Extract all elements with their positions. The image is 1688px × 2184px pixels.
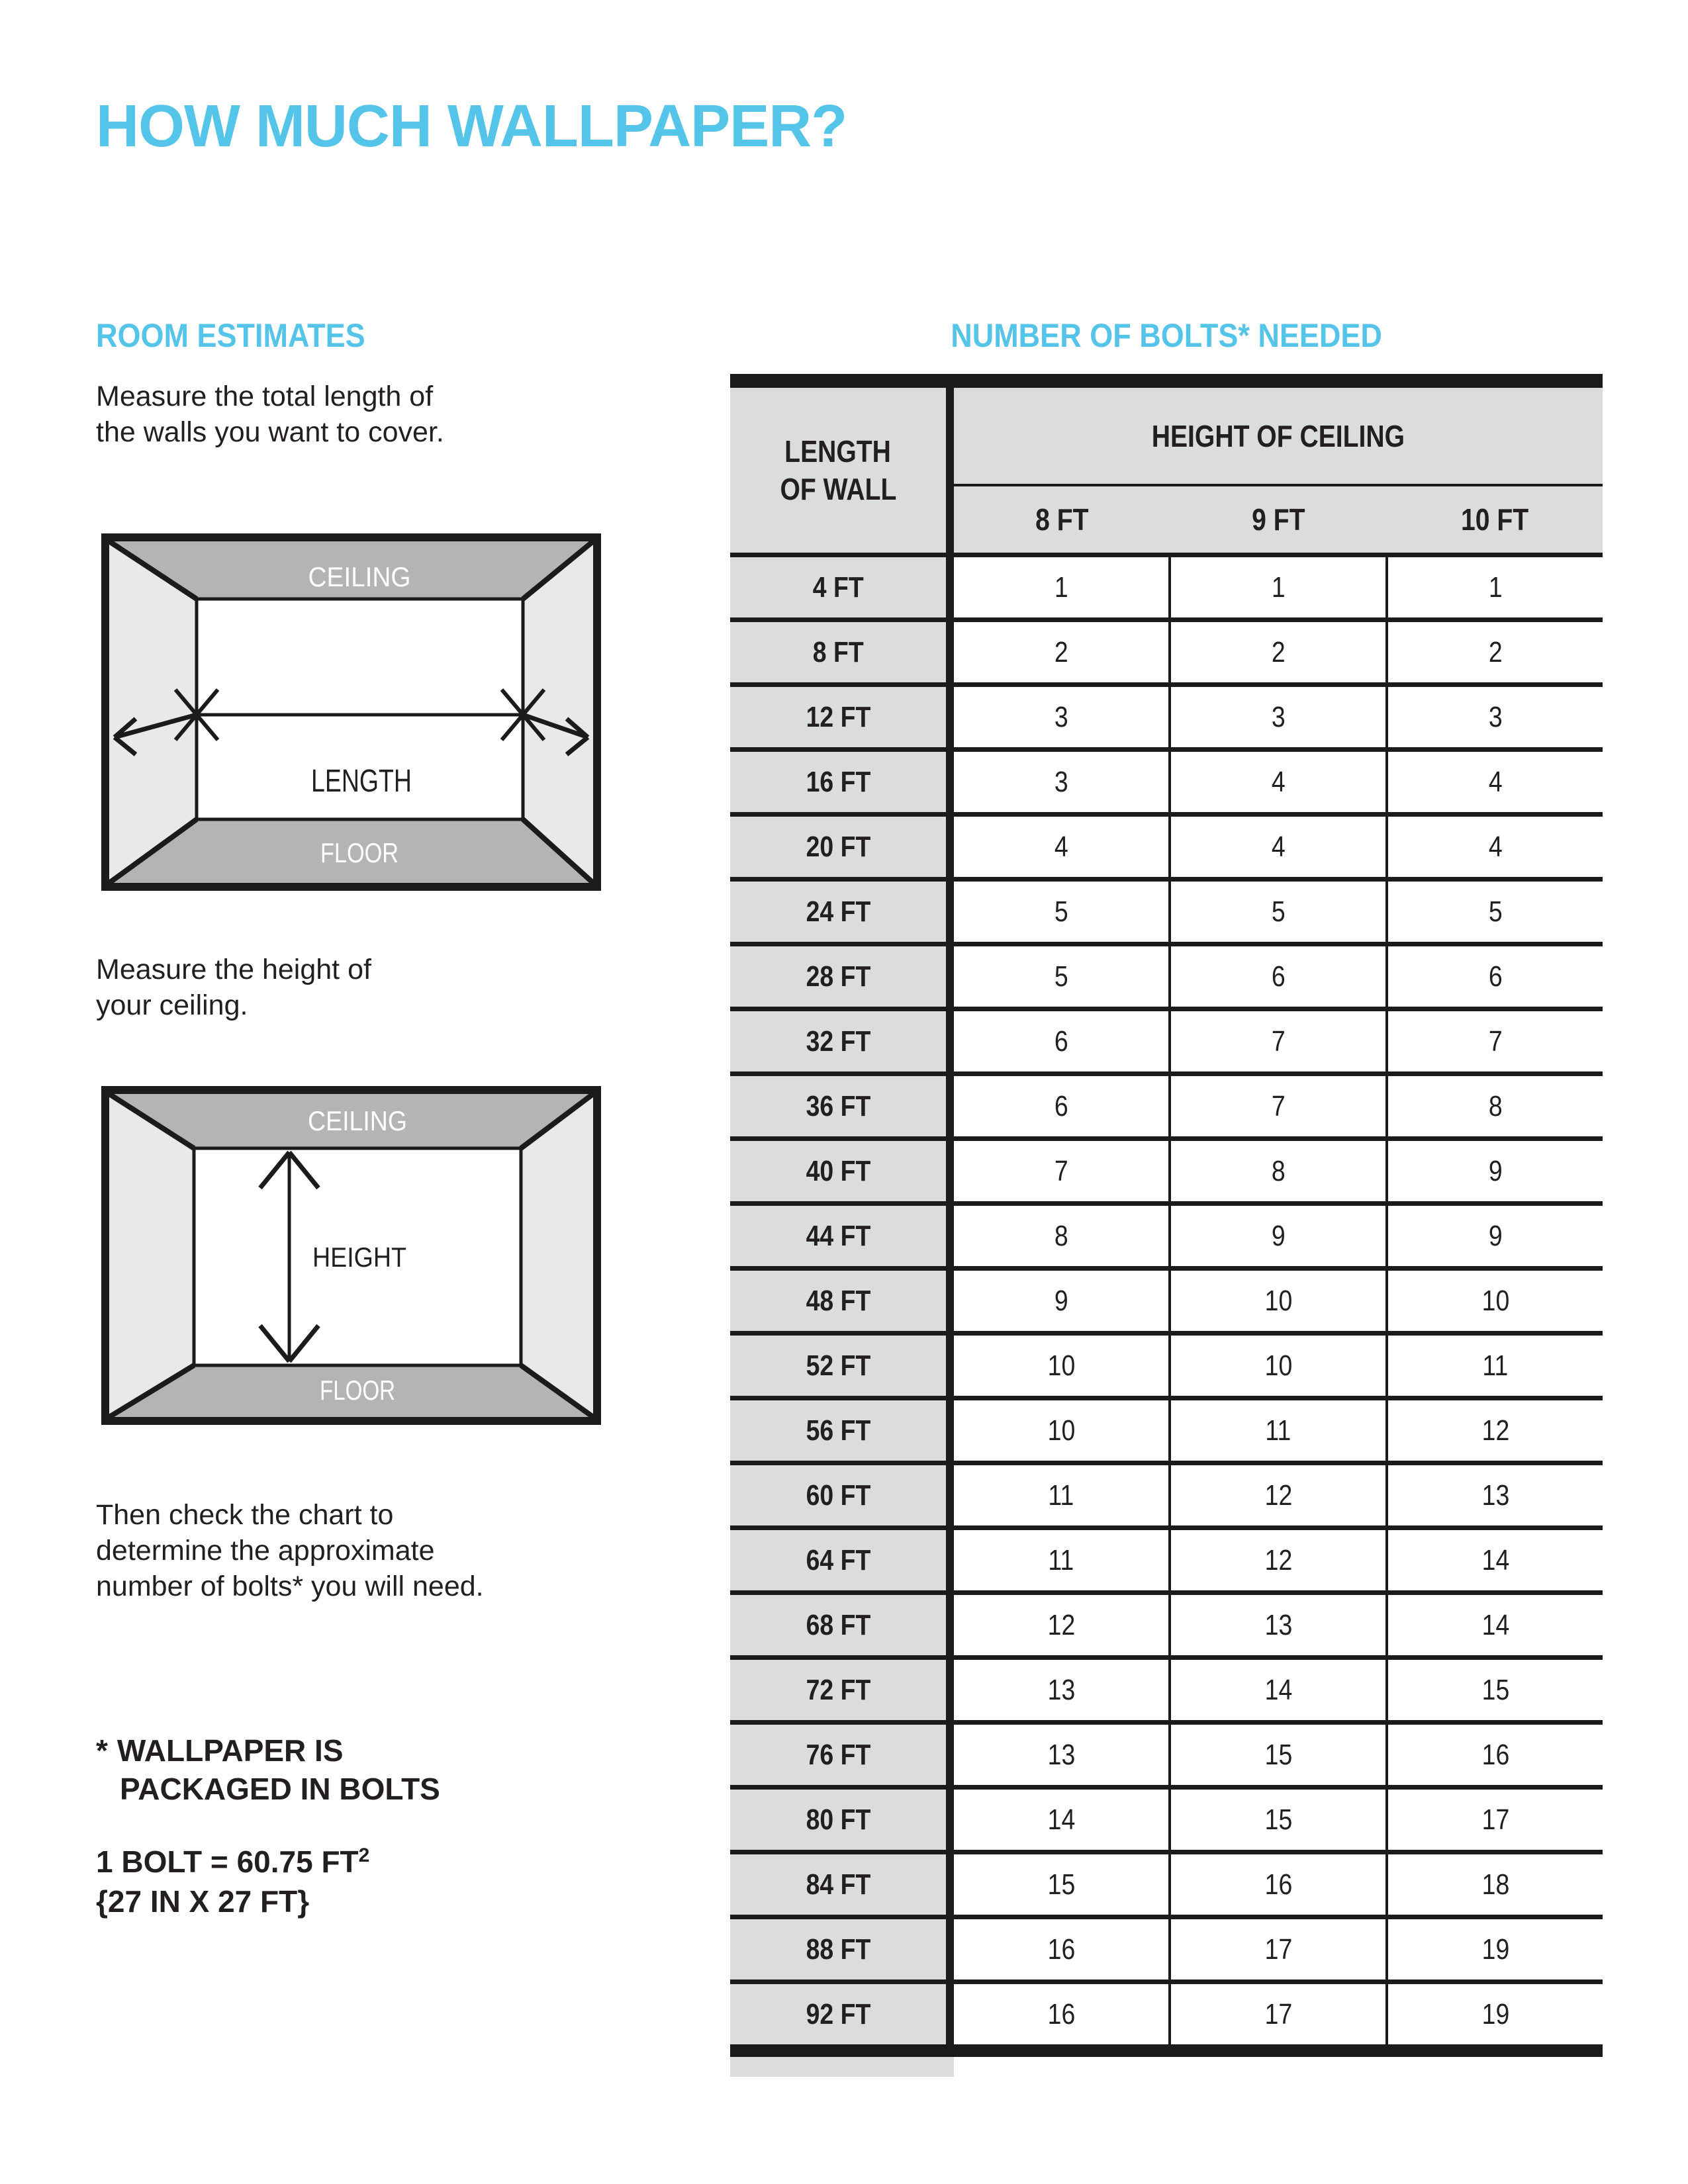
bolt-count-cell: 18 xyxy=(1385,1854,1603,1915)
length-label: LENGTH xyxy=(311,764,412,799)
table-header xyxy=(730,388,1603,553)
bolt-count-cell: 10 xyxy=(1047,1349,1075,1382)
row-length-cell: 20 FT xyxy=(730,817,946,877)
bolt-count-cell: 19 xyxy=(1385,1984,1603,2044)
floor-label: FLOOR xyxy=(320,1375,395,1406)
table-row xyxy=(730,747,1603,812)
step3-line3: number of bolts* you will need. xyxy=(96,1570,484,1602)
bolt-count-cell: 14 xyxy=(1385,1530,1603,1590)
table-row xyxy=(730,1266,1603,1331)
bolt-count-cell: 4 xyxy=(1168,752,1385,812)
column-divider xyxy=(946,1725,954,1785)
row-length-cell: 4 FT xyxy=(730,557,946,617)
bolt-count-cell: 6 xyxy=(1054,1024,1068,1058)
bolt-count-cell: 5 xyxy=(1385,882,1603,942)
bolt-dimensions-line: {27 IN X 27 FT} xyxy=(96,1884,310,1919)
bolt-count-cell: 2 xyxy=(1168,622,1385,682)
bolt-count-cell: 5 xyxy=(1054,895,1068,928)
step1-line2: the walls you want to cover. xyxy=(96,416,444,448)
row-length-cell: 88 FT xyxy=(730,1919,946,1979)
room-estimates-heading xyxy=(96,316,395,355)
row-length-cell: 84 FT xyxy=(730,1854,946,1915)
bolt-count-cell: 10 xyxy=(1168,1271,1385,1331)
bolt-count-cell: 9 xyxy=(1168,1206,1385,1266)
bolts-needed-heading-text: NUMBER OF BOLTS* NEEDED xyxy=(951,317,1382,354)
table-row xyxy=(730,877,1603,942)
bolt-count-cell: 1 xyxy=(1168,557,1385,617)
height-of-ceiling-text: HEIGHT OF CEILING xyxy=(1151,418,1405,453)
bolt-count-cell: 16 xyxy=(1047,1933,1075,1966)
bolt-count-cell: 17 xyxy=(1168,1919,1385,1979)
table-row xyxy=(730,1915,1603,1979)
bolt-count-cell: 7 xyxy=(1168,1011,1385,1071)
length-of-wall-header xyxy=(730,388,946,553)
column-divider xyxy=(946,882,954,942)
column-divider xyxy=(946,1206,954,1266)
table-top-bar xyxy=(730,374,1603,388)
row-length-cell: 64 FT xyxy=(730,1530,946,1590)
room-length-diagram xyxy=(101,533,601,891)
row-length-cell: 16 FT xyxy=(730,752,946,812)
bolt-count-cell: 7 xyxy=(1385,1011,1603,1071)
column-divider xyxy=(946,1076,954,1136)
bolt-count-cell: 11 xyxy=(1048,1479,1074,1512)
bolt-count-cell: 9 xyxy=(1385,1206,1603,1266)
bolt-count-cell: 11 xyxy=(1385,1336,1603,1396)
row-length-cell: 56 FT xyxy=(730,1400,946,1461)
wallpaper-bolts-footnote xyxy=(96,1731,440,1808)
bolt-count-cell: 3 xyxy=(1054,765,1068,798)
col-header-8ft: 8 FT xyxy=(1035,502,1089,537)
bolt-count-cell: 16 xyxy=(1047,1997,1075,2030)
row-length-cell: 76 FT xyxy=(730,1725,946,1785)
bolt-count-cell: 6 xyxy=(1054,1089,1068,1122)
bolt-count-cell: 14 xyxy=(1047,1803,1075,1836)
bolt-count-cell: 4 xyxy=(1168,817,1385,877)
bolt-count-cell: 5 xyxy=(1168,882,1385,942)
bolt-count-cell: 4 xyxy=(1054,830,1068,863)
row-length-cell: 52 FT xyxy=(730,1336,946,1396)
column-divider xyxy=(946,1011,954,1071)
table-row xyxy=(730,1201,1603,1266)
bolt-count-cell: 3 xyxy=(1385,687,1603,747)
room-estimates-heading-text: ROOM ESTIMATES xyxy=(96,317,365,354)
bolt-count-cell: 9 xyxy=(1054,1284,1068,1317)
length-of-wall-line1: LENGTH xyxy=(784,433,892,469)
column-divider xyxy=(946,1336,954,1396)
bolt-count-cell: 13 xyxy=(1385,1465,1603,1525)
row-length-cell: 40 FT xyxy=(730,1141,946,1201)
bolt-size-line xyxy=(96,1844,369,1880)
column-divider xyxy=(946,1854,954,1915)
ceiling-height-subheader-row xyxy=(954,486,1603,553)
bolt-count-cell: 12 xyxy=(1047,1608,1075,1641)
footnote-line2: PACKAGED IN BOLTS xyxy=(120,1772,440,1806)
bolt-count-cell: 7 xyxy=(1054,1154,1068,1187)
bolt-count-cell: 2 xyxy=(1054,635,1068,668)
bolt-count-cell: 4 xyxy=(1385,817,1603,877)
bolt-count-cell: 8 xyxy=(1385,1076,1603,1136)
bolts-table xyxy=(730,374,1603,2077)
step1-text xyxy=(96,379,444,450)
bolt-count-cell: 13 xyxy=(1047,1738,1075,1771)
column-divider xyxy=(946,946,954,1007)
table-row xyxy=(730,1396,1603,1461)
step2-text xyxy=(96,952,371,1023)
table-row xyxy=(730,1461,1603,1525)
column-divider xyxy=(946,752,954,812)
row-length-cell: 24 FT xyxy=(730,882,946,942)
step3-text xyxy=(96,1497,484,1604)
bolt-count-cell: 8 xyxy=(1168,1141,1385,1201)
column-divider xyxy=(946,1660,954,1720)
bolt-count-cell: 12 xyxy=(1385,1400,1603,1461)
bolt-count-cell: 10 xyxy=(1168,1336,1385,1396)
table-row xyxy=(730,1007,1603,1071)
row-length-cell: 60 FT xyxy=(730,1465,946,1525)
row-length-cell: 12 FT xyxy=(730,687,946,747)
bolt-count-cell: 5 xyxy=(1054,960,1068,993)
bolt-size-superscript: 2 xyxy=(358,1844,370,1866)
ceiling-height-header-group xyxy=(954,388,1603,553)
column-divider xyxy=(946,1919,954,1979)
bolt-count-cell: 10 xyxy=(1385,1271,1603,1331)
row-length-cell: 68 FT xyxy=(730,1595,946,1655)
table-row xyxy=(730,942,1603,1007)
table-row xyxy=(730,1655,1603,1720)
bolt-count-cell: 8 xyxy=(1054,1219,1068,1252)
bolt-count-cell: 16 xyxy=(1168,1854,1385,1915)
bolt-count-cell: 6 xyxy=(1385,946,1603,1007)
table-row xyxy=(730,812,1603,877)
row-length-cell: 92 FT xyxy=(730,1984,946,2044)
bolt-count-cell: 17 xyxy=(1168,1984,1385,2044)
column-divider xyxy=(946,1790,954,1850)
row-length-cell: 32 FT xyxy=(730,1011,946,1071)
row-length-cell: 44 FT xyxy=(730,1206,946,1266)
row-length-cell: 36 FT xyxy=(730,1076,946,1136)
bolts-table-body xyxy=(730,553,1603,2044)
column-divider xyxy=(946,817,954,877)
bolt-count-cell: 3 xyxy=(1054,700,1068,733)
row-length-cell: 48 FT xyxy=(730,1271,946,1331)
step3-line2: determine the approximate xyxy=(96,1535,435,1567)
step2-line2: your ceiling. xyxy=(96,989,248,1021)
bolt-count-cell: 2 xyxy=(1385,622,1603,682)
bolt-count-cell: 14 xyxy=(1385,1595,1603,1655)
table-row xyxy=(730,1525,1603,1590)
bolt-count-cell: 1 xyxy=(1385,557,1603,617)
table-row xyxy=(730,1071,1603,1136)
bolt-count-cell: 9 xyxy=(1385,1141,1603,1201)
bolt-count-cell: 11 xyxy=(1048,1543,1074,1576)
table-row xyxy=(730,1136,1603,1201)
table-row xyxy=(730,1331,1603,1396)
col-header-9ft: 9 FT xyxy=(1251,502,1305,537)
bolt-count-cell: 16 xyxy=(1385,1725,1603,1785)
bolt-count-cell: 17 xyxy=(1385,1790,1603,1850)
ceiling-label: CEILING xyxy=(308,1105,407,1136)
bolt-count-cell: 11 xyxy=(1168,1400,1385,1461)
bolt-count-cell: 3 xyxy=(1168,687,1385,747)
length-of-wall-line2: OF WALL xyxy=(780,471,896,506)
table-row xyxy=(730,1850,1603,1915)
bolt-count-cell: 15 xyxy=(1047,1868,1075,1901)
column-divider xyxy=(946,622,954,682)
bolt-count-cell: 15 xyxy=(1168,1790,1385,1850)
step1-line1: Measure the total length of xyxy=(96,381,434,412)
height-label: HEIGHT xyxy=(312,1242,406,1273)
bolt-count-cell: 12 xyxy=(1168,1530,1385,1590)
column-divider xyxy=(946,557,954,617)
table-gray-tail xyxy=(730,2057,954,2077)
row-length-cell: 72 FT xyxy=(730,1660,946,1720)
table-bottom-bar xyxy=(730,2044,1603,2057)
column-divider xyxy=(946,687,954,747)
bolt-count-cell: 13 xyxy=(1168,1595,1385,1655)
column-divider xyxy=(946,1141,954,1201)
col-header-10ft: 10 FT xyxy=(1460,502,1528,537)
bolt-size-text: 1 BOLT = 60.75 FT xyxy=(96,1844,359,1879)
bolt-count-cell: 4 xyxy=(1385,752,1603,812)
table-row xyxy=(730,682,1603,747)
column-divider xyxy=(946,388,954,553)
row-length-cell: 28 FT xyxy=(730,946,946,1007)
column-divider xyxy=(946,1530,954,1590)
row-length-cell: 80 FT xyxy=(730,1790,946,1850)
footnote-line1: WALLPAPER IS xyxy=(117,1733,344,1768)
bolt-count-cell: 6 xyxy=(1168,946,1385,1007)
bolt-count-cell: 15 xyxy=(1168,1725,1385,1785)
room-height-diagram xyxy=(101,1086,601,1425)
row-length-cell: 8 FT xyxy=(730,622,946,682)
bolt-count-cell: 13 xyxy=(1047,1673,1075,1706)
column-divider xyxy=(946,1465,954,1525)
bolt-count-cell: 15 xyxy=(1385,1660,1603,1720)
column-divider xyxy=(946,1400,954,1461)
table-row xyxy=(730,1590,1603,1655)
height-of-ceiling-header xyxy=(954,388,1603,486)
floor-label: FLOOR xyxy=(320,837,399,868)
table-row xyxy=(730,553,1603,617)
table-row xyxy=(730,1785,1603,1850)
table-row xyxy=(730,617,1603,682)
ceiling-label: CEILING xyxy=(308,561,411,592)
bolt-count-cell: 10 xyxy=(1047,1414,1075,1447)
table-row xyxy=(730,1720,1603,1785)
bolt-count-cell: 14 xyxy=(1168,1660,1385,1720)
step2-line1: Measure the height of xyxy=(96,954,371,985)
footnote-asterisk: * xyxy=(96,1733,108,1768)
page-title: HOW MUCH WALLPAPER? xyxy=(96,93,847,159)
column-divider xyxy=(946,1271,954,1331)
column-divider xyxy=(946,1984,954,2044)
table-row xyxy=(730,1979,1603,2044)
bolt-count-cell: 7 xyxy=(1168,1076,1385,1136)
bolt-count-cell: 1 xyxy=(1054,570,1068,604)
bolts-needed-heading xyxy=(730,316,1603,355)
bolt-count-cell: 12 xyxy=(1168,1465,1385,1525)
bolt-count-cell: 19 xyxy=(1385,1919,1603,1979)
column-divider xyxy=(946,1595,954,1655)
step3-line1: Then check the chart to xyxy=(96,1499,394,1531)
